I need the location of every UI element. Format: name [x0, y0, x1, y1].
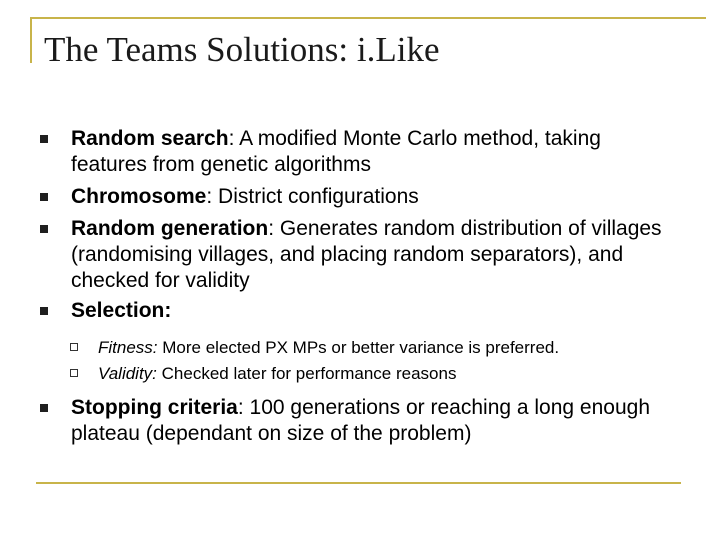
bullet-selection — [40, 298, 680, 324]
sub-bullet-text: Checked later for performance reasons — [156, 364, 457, 383]
square-bullet-icon — [40, 404, 48, 412]
bullet-sep: : — [228, 127, 240, 150]
bullet-sep: : — [164, 299, 172, 322]
frame-top-line — [30, 17, 706, 19]
sub-bullet-validity — [98, 362, 688, 385]
bullet-term: Random search — [71, 127, 229, 150]
bullet-term: Random generation — [71, 217, 269, 240]
frame-bottom-line — [36, 482, 681, 484]
main-bullet-list — [40, 126, 680, 324]
bullet-sep: : — [237, 396, 250, 419]
square-bullet-icon — [40, 225, 48, 233]
hollow-square-bullet-icon — [70, 343, 78, 351]
sub-bullet-fitness — [98, 336, 688, 359]
sub-bullet-term: Fitness: — [98, 338, 158, 357]
bullet-random-search — [40, 126, 680, 178]
bullet-stopping-criteria — [40, 395, 680, 447]
bullet-term: Stopping criteria — [71, 396, 238, 419]
bullet-chromosome — [40, 184, 680, 210]
bullet-term: Chromosome — [71, 185, 207, 208]
sub-bullet-list — [98, 336, 688, 385]
bullet-sep: : — [206, 185, 219, 208]
sub-bullet-text: More elected PX MPs or better variance is preferred. — [157, 338, 560, 357]
bullet-term: Selection — [71, 299, 165, 322]
bullet-text: A modified Monte Carlo method, taking features from genetic algorithms — [71, 127, 601, 176]
last-bullet-list — [40, 395, 680, 447]
bullet-random-generation — [40, 216, 680, 294]
bullet-text: District configurations — [218, 185, 419, 208]
square-bullet-icon — [40, 135, 48, 143]
square-bullet-icon — [40, 193, 48, 201]
bullet-text: 100 generations or reaching a long enough plateau (dependant on size of the problem) — [71, 396, 651, 445]
frame-left-line — [30, 17, 32, 63]
bullet-text: Generates random distribution of villages (randomising villages, and placing random separators), and checked for validity — [71, 217, 662, 292]
bullet-sep: : — [268, 217, 280, 240]
hollow-square-bullet-icon — [70, 369, 78, 377]
sub-bullet-term: Validity: — [98, 364, 157, 383]
square-bullet-icon — [40, 307, 48, 315]
slide-title: The Teams Solutions: i.Like — [44, 30, 440, 69]
